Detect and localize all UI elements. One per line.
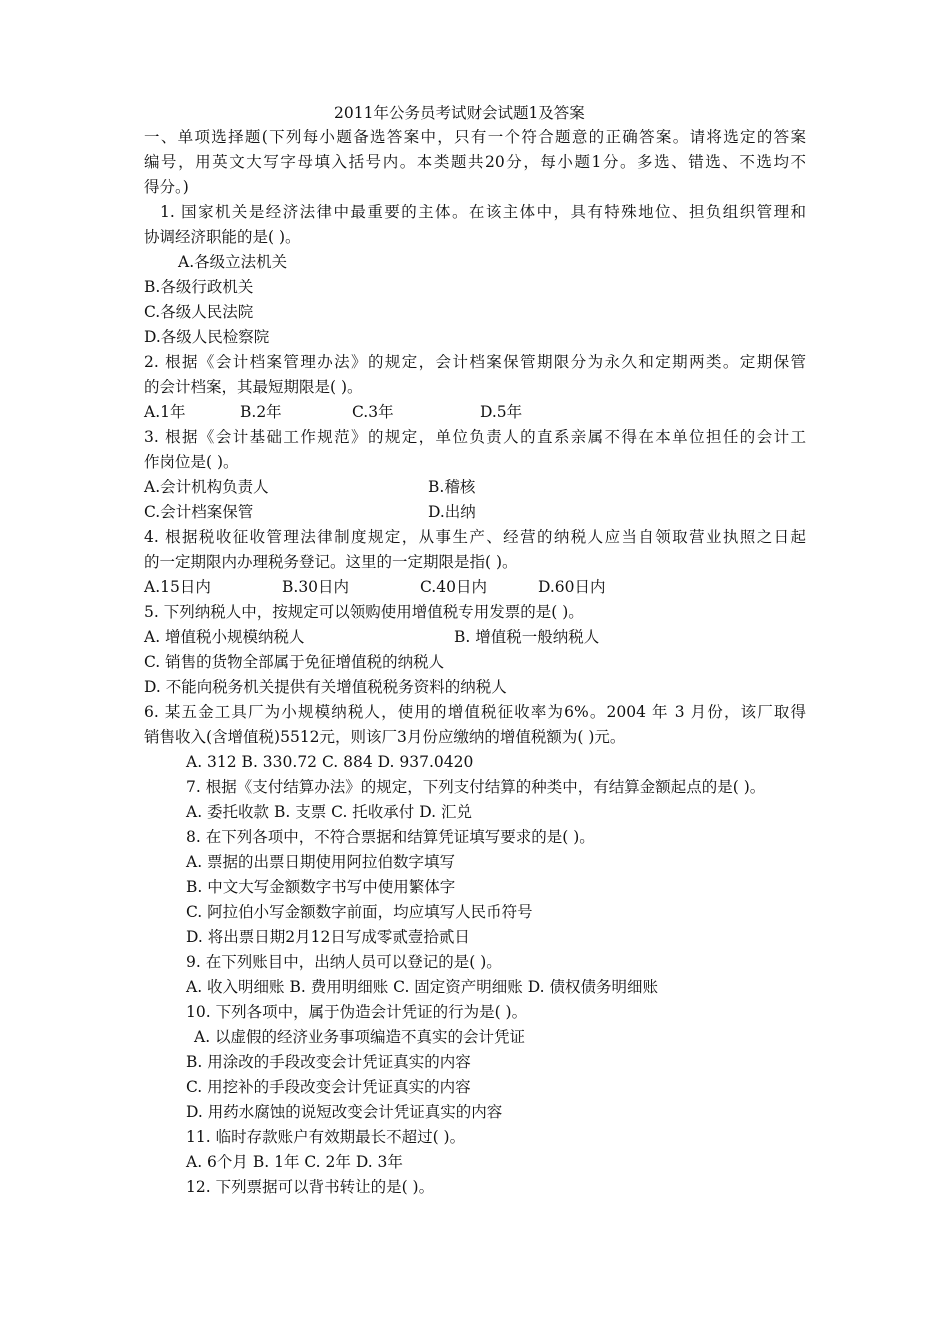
q5-option-d: D. 不能向税务机关提供有关增值税税务资料的纳税人	[144, 678, 507, 696]
q3-stem-line-2: 作岗位是( )。	[144, 453, 239, 471]
q4-option-a: A.15日内	[144, 578, 211, 596]
q4-option-d: D.60日内	[538, 578, 606, 596]
q1-stem-line-1: 1. 国家机关是经济法律中最重要的主体。在该主体中，具有特殊地位、担负组织管理和	[160, 203, 806, 221]
section-heading-line-2: 编号，用英文大写字母填入括号内。本类题共20分，每小题1分。多选、错选、不选均不	[144, 153, 806, 171]
section-heading-line-1: 一、单项选择题(下列每小题备选答案中，只有一个符合题意的正确答案。请将选定的答案	[144, 128, 806, 146]
q2-stem-line-1: 2. 根据《会计档案管理办法》的规定，会计档案保管期限分为永久和定期两类。定期保管	[144, 353, 806, 371]
q1-option-a: A.各级立法机关	[178, 253, 288, 271]
q2-option-a: A.1年	[144, 403, 186, 421]
q4-option-c: C.40日内	[420, 578, 487, 596]
q12-stem: 12. 下列票据可以背书转让的是( )。	[186, 1178, 435, 1196]
q10-option-a: A. 以虚假的经济业务事项编造不真实的会计凭证	[194, 1028, 526, 1046]
q6-options: A. 312 B. 330.72 C. 884 D. 937.0420	[186, 753, 474, 771]
q5-option-a: A. 增值税小规模纳税人	[144, 628, 305, 646]
q5-option-b: B. 增值税一般纳税人	[454, 628, 600, 646]
section-heading-line-3: 得分。)	[144, 178, 189, 196]
q3-option-c: C.会计档案保管	[144, 503, 254, 521]
q3-stem-line-1: 3. 根据《会计基础工作规范》的规定，单位负责人的直系亲属不得在本单位担任的会计工	[144, 428, 806, 446]
q1-option-d: D.各级人民检察院	[144, 328, 270, 346]
q9-stem: 9. 在下列账目中，出纳人员可以登记的是( )。	[186, 953, 502, 971]
q4-stem-line-2: 的一定期限内办理税务登记。这里的一定期限是指( )。	[144, 553, 518, 571]
q3-option-d: D.出纳	[428, 503, 476, 521]
q7-stem: 7. 根据《支付结算办法》的规定，下列支付结算的种类中，有结算金额起点的是( )。	[186, 778, 766, 796]
q6-stem-line-1: 6. 某五金工具厂为小规模纳税人，使用的增值税征收率为6%。2004 年 3 月份，该厂取得	[144, 703, 806, 721]
q2-option-d: D.5年	[480, 403, 523, 421]
q1-option-c: C.各级人民法院	[144, 303, 254, 321]
q11-stem: 11. 临时存款账户有效期最长不超过( )。	[186, 1128, 466, 1146]
q3-option-a: A.会计机构负责人	[144, 478, 269, 496]
q1-option-b: B.各级行政机关	[144, 278, 254, 296]
q4-option-b: B.30日内	[282, 578, 350, 596]
q8-option-d: D. 将出票日期2月12日写成零贰壹拾贰日	[186, 928, 470, 946]
q2-option-c: C.3年	[352, 403, 394, 421]
q5-option-c: C. 销售的货物全部属于免征增值税的纳税人	[144, 653, 445, 671]
q2-option-b: B.2年	[240, 403, 282, 421]
q10-option-d: D. 用药水腐蚀的说短改变会计凭证真实的内容	[186, 1103, 503, 1121]
q6-stem-line-2: 销售收入(含增值税)5512元，则该厂3月份应缴纳的增值税额为( )元。	[144, 728, 626, 746]
q4-stem-line-1: 4. 根据税收征收管理法律制度规定，从事生产、经营的纳税人应当自领取营业执照之日起	[144, 528, 806, 546]
q1-stem-line-2: 协调经济职能的是( )。	[144, 228, 301, 246]
q8-option-b: B. 中文大写金额数字书写中使用繁体字	[186, 878, 456, 896]
q3-option-b: B.稽核	[428, 478, 476, 496]
q5-stem: 5. 下列纳税人中，按规定可以领购使用增值税专用发票的是( )。	[144, 603, 584, 621]
q10-option-c: C. 用挖补的手段改变会计凭证真实的内容	[186, 1078, 471, 1096]
q9-options: A. 收入明细账 B. 费用明细账 C. 固定资产明细账 D. 债权债务明细账	[186, 978, 658, 996]
q8-option-c: C. 阿拉伯小写金额数字前面，均应填写人民币符号	[186, 903, 533, 921]
q8-stem: 8. 在下列各项中，不符合票据和结算凭证填写要求的是( )。	[186, 828, 595, 846]
q7-options: A. 委托收款 B. 支票 C. 托收承付 D. 汇兑	[186, 803, 472, 821]
q11-options: A. 6个月 B. 1年 C. 2年 D. 3年	[186, 1153, 403, 1171]
q10-stem: 10. 下列各项中，属于伪造会计凭证的行为是( )。	[186, 1003, 528, 1021]
page-title: 2011年公务员考试财会试题1及答案	[334, 104, 585, 122]
q2-stem-line-2: 的会计档案，其最短期限是( )。	[144, 378, 363, 396]
q10-option-b: B. 用涂改的手段改变会计凭证真实的内容	[186, 1053, 471, 1071]
q8-option-a: A. 票据的出票日期使用阿拉伯数字填写	[186, 853, 456, 871]
